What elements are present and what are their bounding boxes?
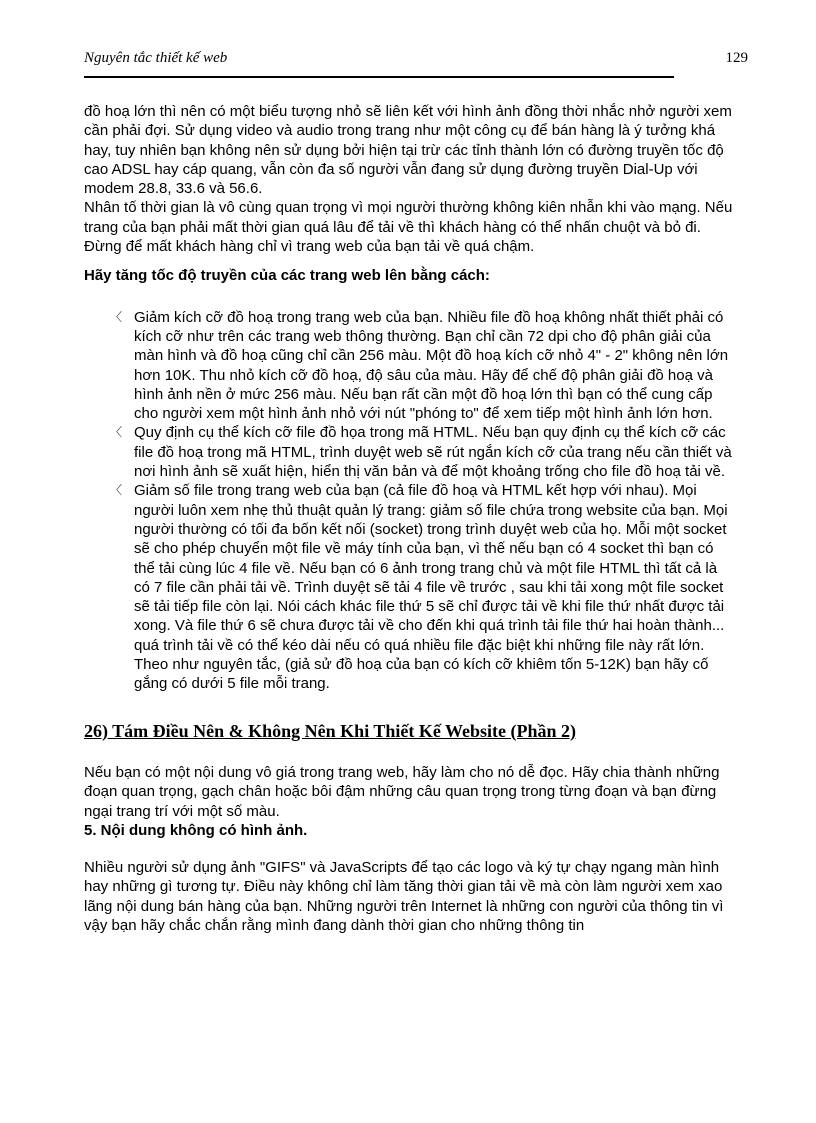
- section-title: 26) Tám Điều Nên & Không Nên Khi Thiết Kế Website (Phần 2): [84, 720, 577, 741]
- bullet-marker-icon: 〈: [110, 309, 123, 324]
- list-item: [84, 308, 734, 424]
- speed-up-heading: Hãy tăng tốc độ truyền của các trang web lên bằng cách:: [84, 267, 490, 285]
- page-number: 129: [725, 50, 748, 66]
- list-item-text: Giảm kích cỡ đồ hoạ trong trang web của bạn. Nhiều file đồ hoạ không nhất thiết phải có kích cỡ như trên các trang web thông thường. Bạn chỉ cần 72 dpi cho độ phân giải của màn hình và đồ hoạ cũng chỉ cần 256 màu. Một đồ hoạ kích cỡ nhỏ 4" - 2" không nên lớn hơn 10K. Thu nhỏ kích cỡ đồ hoạ, độ sâu của màu. Hãy để chế độ phân giải đồ hoạ và hình ảnh nền ở mức 256 màu. Nếu bạn rất cần một đồ hoạ lớn thì bạn có thể cung cấp cho người xem một hình ảnh nhỏ với nút "phóng to" để xem tiếp một hình ảnh lớn hơn.: [134, 308, 729, 423]
- paragraph-1: đồ hoạ lớn thì nên có một biểu tượng nhỏ sẽ liên kết với hình ảnh đồng thời nhắc nhở người xem cần phải đợi. Sử dụng video và audio trong trang như một công cụ để bán hàng là ý tưởng khá hay, tuy nhiên bạn không nên sử dụng bởi hiện tại trừ các tỉnh thành lớn có đường truyền tốc độ cao ADSL hay cáp quang, vẫn còn đa số người vẫn đang sử dụng đường truyền Dial-Up với modem 28.8, 33.6 và 56.6.: [84, 103, 732, 198]
- header-title: Nguyên tắc thiết kế web: [84, 50, 228, 66]
- list-item-text: Giảm số file trong trang web của bạn (cả file đồ hoạ và HTML kết hợp với nhau). Mọi người luôn xem nhẹ thủ thuật quản lý trang: giảm số file chứa trong website của bạn. Mọi người thường có tối đa bốn kết nối (socket) trong trình duyệt web của họ. Mỗi một socket sẽ cho phép chuyển một file về máy tính của bạn, vì thế nếu bạn có 4 socket thì bạn có thể tải cùng lúc 4 file về. Nếu bạn có 6 ảnh trong trang chủ và một file HTML thì tất cả là có 7 file cần phải tải về. Trình duyệt sẽ tải 4 file về trước , sau khi tải xong một file socket sẽ tải tiếp file còn lại. Nói cách khác file thứ 5 sẽ chỉ được tải về khi file thứ nhất được tải xong. Và file thứ 6 sẽ chưa được tải về cho đến khi quá trình tải file thứ hai hoàn thành... quá trình tải về có thể kéo dài nếu có quá nhiều file đặc biệt khi những file này rất lớn. Theo như nguyên tắc, (giả sử đồ hoạ của bạn có kích cỡ khiêm tốn 5-12K) bạn hãy cố gắng có dưới 5 file mỗi trang.: [134, 482, 728, 693]
- paragraph-3: Nếu bạn có một nội dung vô giá trong trang web, hãy làm cho nó dễ đọc. Hãy chia thành những đoạn quan trọng, gạch chân hoặc bôi đậm những câu quan trọng trong từng đoạn và bạn đừng ngại trang trí với một số màu.: [84, 763, 720, 820]
- list-item: [84, 423, 734, 481]
- sub-heading: 5. Nội dung không có hình ảnh.: [84, 821, 308, 839]
- main-content: [84, 102, 734, 935]
- list-item-text: Quy định cụ thể kích cỡ file đồ họa trong mã HTML. Nếu bạn quy định cụ thể kích cỡ các file đồ hoạ trong mã HTML, trình duyệt web sẽ rút ngắn kích cỡ của trang nếu cần thiết và nơi hình ảnh sẽ xuất hiện, hiển thị văn bản và để một khoảng trống cho file đồ hoạ tải về.: [134, 424, 732, 481]
- paragraph-4: Nhiều người sử dụng ảnh "GIFS" và JavaScripts để tạo các logo và ký tự chạy ngang màn hình hay những gì tương tự. Điều này không chỉ làm tăng thời gian tải về mà còn làm người xem xao lãng nội dung bán hàng của bạn. Những người trên Internet là những con người của thông tin vì vậy bạn hãy chắc chắn rằng mình đang dành thời gian cho những thông tin: [84, 859, 724, 934]
- bullet-marker-icon: 〈: [110, 483, 123, 498]
- bullet-marker-icon: 〈: [110, 425, 123, 440]
- header-divider: [84, 76, 674, 78]
- tips-list: [84, 308, 734, 694]
- paragraph-2: Nhân tố thời gian là vô cùng quan trọng vì mọi người thường không kiên nhẫn khi vào mạng. Nếu trang của bạn phải mất thời gian quá lâu để tải về thì khách hàng có thể nhấn chuột và bỏ đi. Đừng để mất khách hàng chỉ vì trang web của bạn tải về quá chậm.: [84, 199, 733, 256]
- list-item: [84, 481, 734, 693]
- running-header: [84, 50, 748, 74]
